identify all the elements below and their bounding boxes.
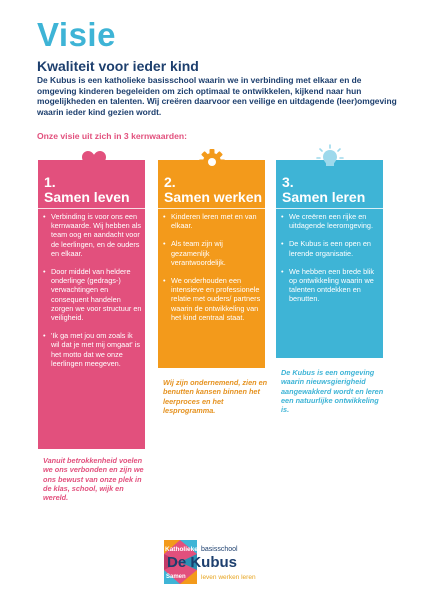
value-card-samen-werken bbox=[158, 160, 265, 368]
value-divider bbox=[158, 208, 265, 209]
logo-katholieke: Katholieke bbox=[165, 546, 198, 553]
heart-icon bbox=[80, 148, 108, 176]
logo-tagline: leven werken leren bbox=[201, 574, 256, 581]
intro-text: De Kubus is een katholieke basisschool waarin we in verbinding met elkaar en de omgeving kinderen begeleiden om zich optimaal te ontwikkelen, kijkend naar hun mogelijkheden en talenten. Wij creëren daarvoor een veilige en uitdagende (leer)omgeving waarin ieder kind gezien wordt. bbox=[37, 75, 397, 117]
school-logo bbox=[164, 540, 284, 584]
gear-icon bbox=[198, 148, 226, 176]
logo-name: De Kubus bbox=[167, 554, 238, 571]
value-bullet: • Als team zijn wij gezamenlijk verantwoordelijk. bbox=[163, 239, 263, 267]
value-bullet: • De Kubus is een open en lerende organisatie. bbox=[281, 239, 381, 257]
values-lead-text: Onze visie uit zich in 3 kernwaarden: bbox=[37, 131, 187, 141]
value-bullet: • Door middel van heldere onderlinge (gedrags-) verwachtingen en consequent handelen zorgen we voor structuur en veiligheid. bbox=[43, 267, 143, 322]
value-quote: Wij zijn ondernemend, zien en benutten kansen binnen het leerproces en het lesprogramma. bbox=[163, 378, 268, 415]
page-subtitle: Kwaliteit voor ieder kind bbox=[37, 58, 199, 74]
value-name: Samen leven bbox=[44, 189, 130, 205]
value-bullet-list bbox=[43, 212, 143, 377]
lightbulb-icon bbox=[315, 144, 345, 176]
value-name: Samen werken bbox=[164, 189, 263, 205]
value-card-samen-leven bbox=[38, 160, 145, 449]
value-number: 2. bbox=[164, 174, 176, 190]
value-card-samen-leren bbox=[276, 160, 383, 358]
page-title: Visie bbox=[37, 16, 116, 53]
value-bullet: • Verbinding is voor ons een kernwaarde. Wij hebben als team oog en aandacht voor de leerlingen, en de ouders en elkaar. bbox=[43, 212, 143, 258]
value-bullet: • We hebben een brede blik op ontwikkeling waarin we talenten ontdekken en benutten. bbox=[281, 267, 381, 304]
value-bullet: • We onderhouden een intensieve en professionele relatie met ouders/ partners waarin de ontwikkeling van het kind centraal staat. bbox=[163, 276, 263, 322]
value-divider bbox=[38, 208, 145, 209]
value-bullet: • Kinderen leren met en van elkaar. bbox=[163, 212, 263, 230]
logo-basisschool: basisschool bbox=[201, 546, 238, 553]
value-bullet: • 'Ik ga met jou om zoals ik wil dat je met mij omgaat' is het motto dat we onze leerlingen meegeven. bbox=[43, 331, 143, 368]
value-quote: De Kubus is een omgeving waarin nieuwsgierigheid aangewakkerd wordt en leren een natuurlijke ontwikkeling is. bbox=[281, 368, 384, 415]
value-bullet: • We creëren een rijke en uitdagende leeromgeving. bbox=[281, 212, 381, 230]
value-number: 1. bbox=[44, 174, 56, 190]
value-divider bbox=[276, 208, 383, 209]
logo-samen: Samen bbox=[166, 574, 186, 580]
value-name: Samen leren bbox=[282, 189, 366, 205]
value-number: 3. bbox=[282, 174, 294, 190]
value-bullet-list bbox=[281, 212, 381, 313]
value-bullet-list bbox=[163, 212, 263, 331]
value-quote: Vanuit betrokkenheid voelen we ons verbonden en zijn we ons bewust van onze plek in de klas, school, wijk en wereld. bbox=[43, 456, 144, 503]
